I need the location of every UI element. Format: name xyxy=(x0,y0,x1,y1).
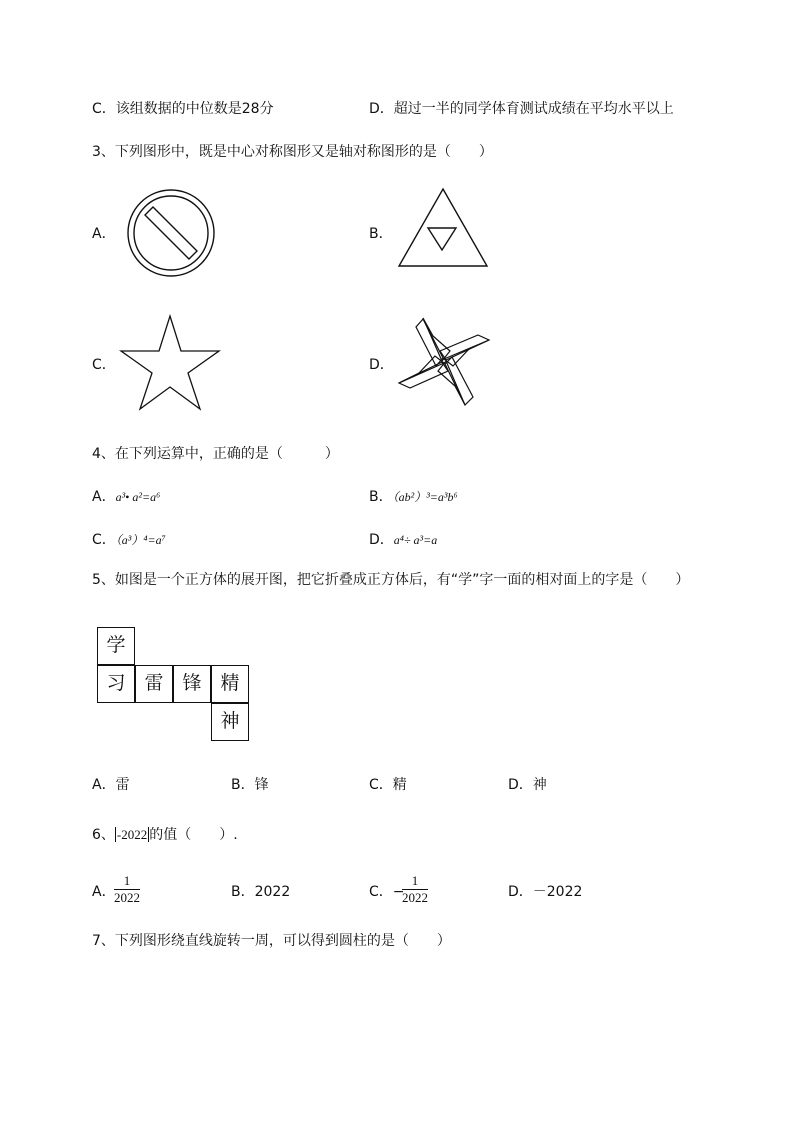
net-cell-xi: 习 xyxy=(97,665,135,703)
fraction-numerator: 1 xyxy=(114,873,140,890)
q3-label-c: C． xyxy=(92,357,116,373)
q4-stem: 4、在下列运算中，正确的是（ ） xyxy=(92,446,339,462)
q5-option-c: C．精 xyxy=(369,777,407,793)
pinwheel-rhombus-icon xyxy=(396,313,492,409)
q6-option-c-label xyxy=(369,883,405,901)
triangle-with-inner-triangle-icon xyxy=(397,188,489,268)
q4-option-d xyxy=(369,531,437,549)
q6-option-c-fraction xyxy=(402,873,428,906)
q5-stem: 5、如图是一个正方体的展开图，把它折叠成正方体后，有“学”字一面的相对面上的字是（ ） xyxy=(92,572,690,588)
q5-option-d: D．神 xyxy=(508,777,547,793)
q4-option-a xyxy=(92,488,160,506)
q6-option-c-label-text: C． xyxy=(369,884,393,900)
q7-stem: 7、下列图形绕直线旋转一周，可以得到圆柱的是（ ） xyxy=(92,933,451,949)
minus-sign: − xyxy=(392,884,405,900)
q3-label-d: D． xyxy=(369,357,394,373)
five-point-star-icon xyxy=(120,315,220,411)
q6-stem xyxy=(92,826,238,844)
q3-stem: 3、下列图形中，既是中心对称图形又是轴对称图形的是（ ） xyxy=(92,144,493,160)
q4-option-b-expr: （ab²）³=a³b⁶ xyxy=(392,490,458,504)
q2-option-d: D．超过一半的同学体育测试成绩在平均水平以上 xyxy=(369,101,674,117)
q3-label-a: A． xyxy=(92,226,116,242)
q4-option-b xyxy=(369,488,458,506)
net-cell-shen: 神 xyxy=(211,703,249,741)
q5-option-b: B．锋 xyxy=(231,777,269,793)
q4-option-d-label: D． xyxy=(369,532,394,548)
q4-option-c xyxy=(92,531,166,549)
fraction-denominator: 2022 xyxy=(114,890,140,905)
net-cell-jing: 精 xyxy=(211,665,249,703)
q2-option-c: C．该组数据的中位数是28分 xyxy=(92,101,274,117)
q4-option-c-expr: （a³）⁴=a⁷ xyxy=(115,533,166,547)
q4-option-c-label: C． xyxy=(92,532,116,548)
q6-option-b: B．2022 xyxy=(231,884,291,900)
q5-option-a: A．雷 xyxy=(92,777,130,793)
net-cell-feng: 锋 xyxy=(173,665,211,703)
net-cell-xue: 学 xyxy=(97,627,135,665)
q6-option-a-fraction xyxy=(114,873,140,906)
abs-value-expression: -2022 xyxy=(116,827,148,842)
q4-option-b-label: B． xyxy=(369,489,393,505)
fraction-numerator: 1 xyxy=(402,873,428,890)
net-cell-lei: 雷 xyxy=(135,665,173,703)
q4-option-d-expr: a⁴÷ a³=a xyxy=(393,533,438,547)
q6-suffix: 的值（ ）. xyxy=(149,827,238,843)
q4-option-a-expr: a³• a²=a⁶ xyxy=(115,490,161,504)
q6-prefix: 6、 xyxy=(92,827,115,843)
q6-option-d: D．－2022 xyxy=(508,884,583,900)
q3-label-b: B． xyxy=(369,226,393,242)
fraction-denominator: 2022 xyxy=(402,890,428,905)
no-entry-circle-icon xyxy=(126,188,216,278)
q6-option-a-label: A． xyxy=(92,884,116,900)
q4-option-a-label: A． xyxy=(92,489,116,505)
